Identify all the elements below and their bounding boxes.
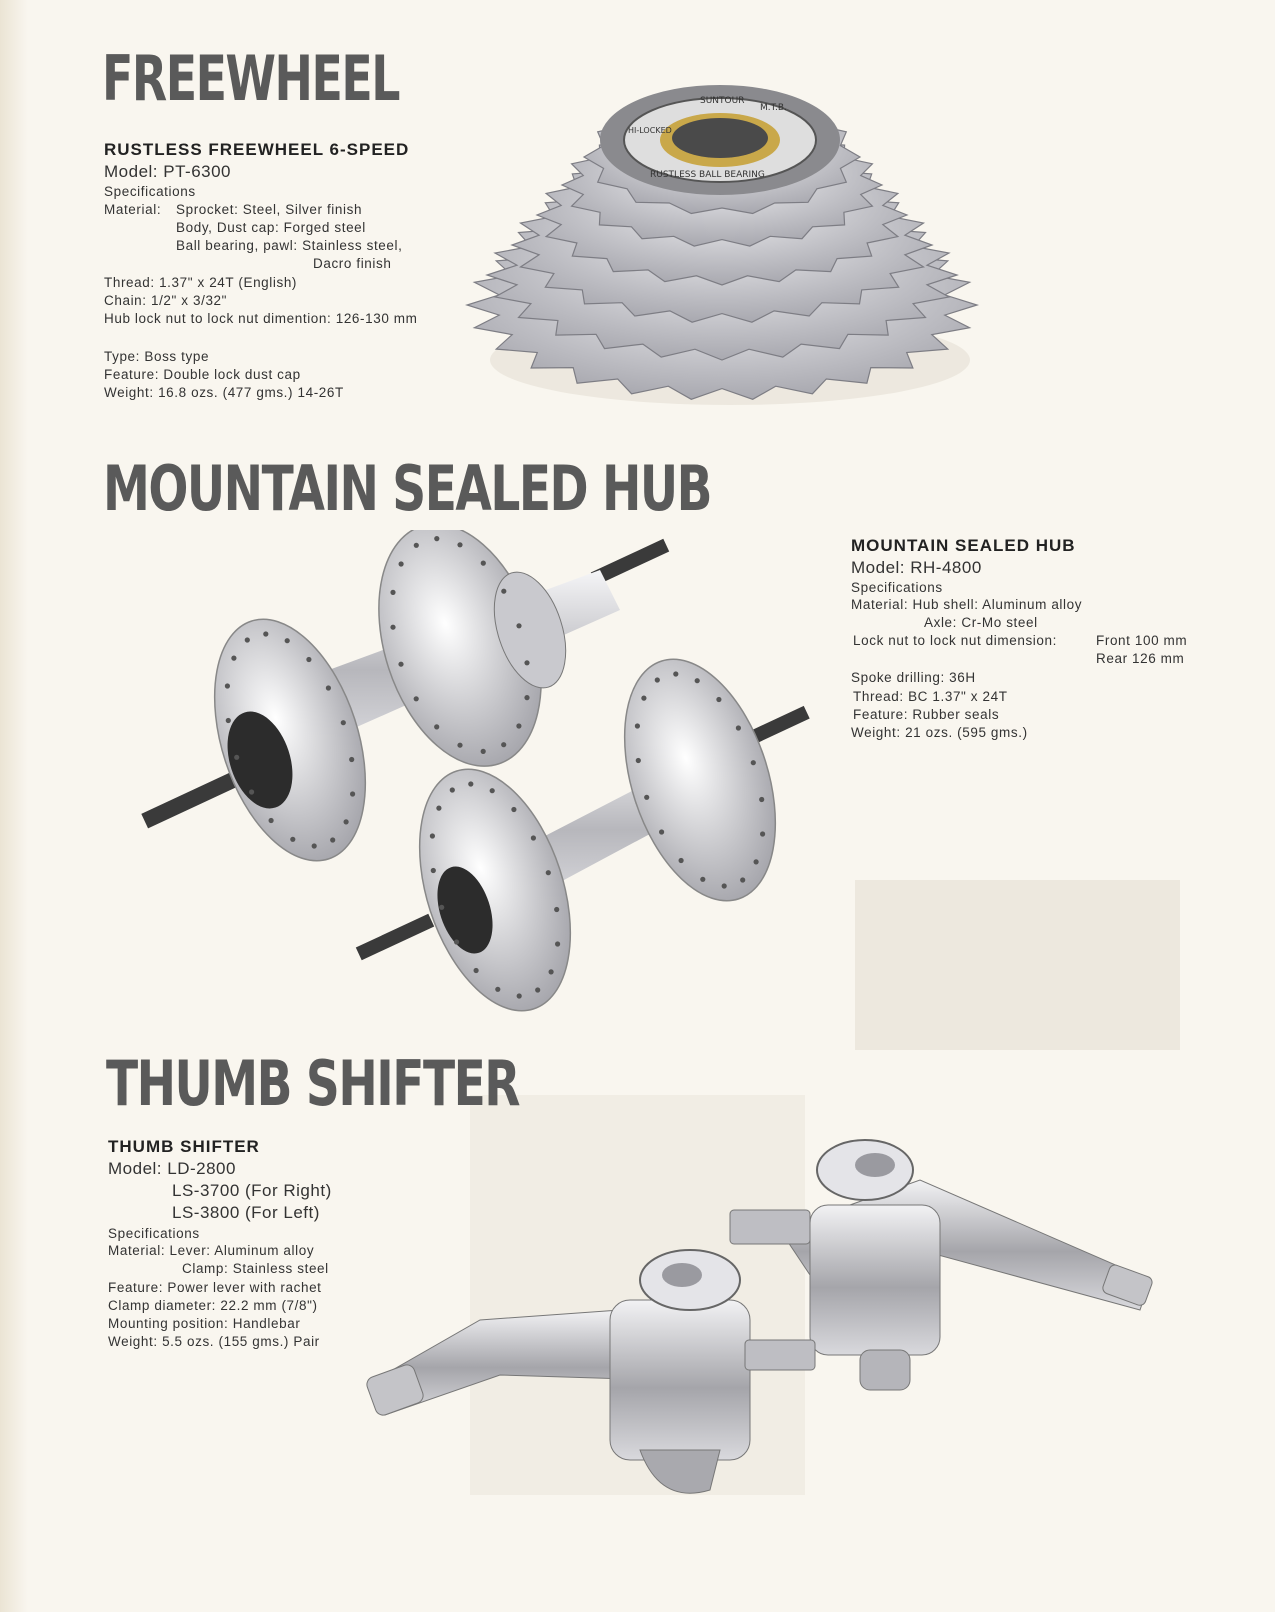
spoke-hole [330, 837, 335, 842]
hub-material-2: Axle: Cr-Mo steel [924, 615, 1038, 630]
spoke-hole [434, 724, 439, 729]
spoke-hole [263, 631, 268, 636]
spoke-hole [231, 656, 236, 661]
freewheel-material-2: Body, Dust cap: Forged steel [176, 220, 366, 235]
spoke-hole [414, 543, 419, 548]
shifter-model-1: Model: LD-2800 [108, 1159, 236, 1178]
page-edge-shadow [0, 0, 28, 1612]
spoke-hole [555, 941, 560, 946]
spoke-hole [481, 561, 486, 566]
spoke-hole [635, 723, 640, 728]
spoke-hole [306, 657, 311, 662]
spoke-hole [722, 883, 727, 888]
freewheel-weight: Weight: 16.8 ozs. (477 gms.) 14-26T [104, 385, 344, 400]
freewheel-feature: Feature: Double lock dust cap [104, 367, 301, 382]
spoke-hole [511, 807, 516, 812]
spoke-hole [436, 806, 441, 811]
shifter-material-2: Clamp: Stainless steel [182, 1261, 329, 1276]
spoke-hole [454, 939, 459, 944]
spoke-hole [349, 757, 354, 762]
spoke-hole [390, 590, 395, 595]
spoke-hole [636, 758, 641, 763]
spoke-hole [225, 683, 230, 688]
spoke-hole [700, 877, 705, 882]
shifter-title: THUMB SHIFTER [106, 1047, 520, 1120]
spoke-hole [399, 561, 404, 566]
shifter-clamp-diameter: Clamp diameter: 22.2 mm (7/8") [108, 1298, 318, 1313]
spoke-hole [457, 542, 462, 547]
hub-locknut-rear: Rear 126 mm [1096, 651, 1185, 666]
spoke-hole [481, 749, 486, 754]
spoke-hole [285, 638, 290, 643]
spoke-hole [644, 795, 649, 800]
spoke-hole [468, 781, 473, 786]
spoke-hole [341, 720, 346, 725]
spoke-hole [546, 870, 551, 875]
shifter-material-1: Material: Lever: Aluminum alloy [108, 1243, 315, 1258]
hub-specs-label: Specifications [851, 580, 943, 595]
spoke-hole [501, 589, 506, 594]
spoke-hole [501, 742, 506, 747]
shifter-model-3: LS-3800 (For Left) [172, 1203, 320, 1222]
freewheel-ring-top: SUNTOUR [700, 96, 745, 106]
freewheel-hub-dimension: Hub lock nut to lock nut dimention: 126-130 mm [104, 311, 418, 326]
freewheel-material-label: Material: [104, 202, 162, 217]
spoke-hole [655, 677, 660, 682]
spoke-hole [673, 671, 678, 676]
spoke-hole [290, 837, 295, 842]
spoke-hole [344, 819, 349, 824]
hub-model: Model: RH-4800 [851, 558, 982, 577]
freewheel-subtitle: RUSTLESS FREEWHEEL 6-SPEED [104, 140, 410, 159]
spoke-hole [549, 969, 554, 974]
hub-title: MOUNTAIN SEALED HUB [103, 452, 712, 525]
hub-material-1: Material: Hub shell: Aluminum alloy [851, 597, 1083, 612]
spoke-hole [524, 695, 529, 700]
freewheel-ring-bottom: RUSTLESS BALL BEARING [650, 170, 765, 180]
spoke-hole [269, 818, 274, 823]
spoke-hole [641, 696, 646, 701]
spoke-hole [516, 623, 521, 628]
spoke-hole [695, 678, 700, 683]
spoke-hole [312, 843, 317, 848]
hub-thread: Thread: BC 1.37" x 24T [853, 689, 1008, 704]
spoke-hole [490, 788, 495, 793]
freewheel-type: Type: Boss type [104, 349, 210, 364]
spoke-hole [390, 625, 395, 630]
spoke-hole [554, 907, 559, 912]
spoke-hole [450, 787, 455, 792]
freewheel-chain: Chain: 1/2" x 3/32" [104, 293, 228, 308]
hub-locknut-front: Front 100 mm [1096, 633, 1188, 648]
spoke-hole [431, 868, 436, 873]
spoke-hole [398, 662, 403, 667]
spoke-hole [350, 791, 355, 796]
freewheel-photo [460, 75, 1000, 415]
spoke-hole [234, 755, 239, 760]
spoke-hole [716, 697, 721, 702]
spoke-hole [495, 987, 500, 992]
spoke-hole [760, 831, 765, 836]
freewheel-ring-left: HI-LOCKED [628, 126, 672, 135]
spoke-hole [414, 696, 419, 701]
spoke-hole [524, 660, 529, 665]
hubs-photo [120, 530, 830, 1030]
spoke-hole [659, 829, 664, 834]
thumb-shifters-photo [360, 1130, 1160, 1510]
shifter-mounting: Mounting position: Handlebar [108, 1316, 301, 1331]
spoke-hole [740, 877, 745, 882]
hub-spoke-drilling: Spoke drilling: 36H [851, 670, 976, 685]
spoke-hole [759, 797, 764, 802]
spoke-hole [754, 859, 759, 864]
shifter-feature: Feature: Power lever with rachet [108, 1280, 322, 1295]
spoke-hole [326, 685, 331, 690]
spoke-hole [474, 968, 479, 973]
spoke-hole [516, 723, 521, 728]
spoke-hole [226, 718, 231, 723]
background-ghost-image [855, 880, 1180, 1050]
shifter-weight: Weight: 5.5 ozs. (155 gms.) Pair [108, 1334, 320, 1349]
spoke-hole [439, 905, 444, 910]
hub-subtitle: MOUNTAIN SEALED HUB [851, 536, 1076, 555]
shifter-specs-label: Specifications [108, 1226, 200, 1241]
freewheel-ring-right: M.T.B. [760, 103, 787, 113]
spoke-hole [736, 725, 741, 730]
freewheel-specs-label: Specifications [104, 184, 196, 199]
freewheel-material-1: Sprocket: Steel, Silver finish [176, 202, 363, 217]
shifter-subtitle: THUMB SHIFTER [108, 1137, 260, 1156]
hub-feature: Feature: Rubber seals [853, 707, 1000, 722]
hub-locknut-label: Lock nut to lock nut dimension: [853, 633, 1057, 648]
freewheel-thread: Thread: 1.37" x 24T (English) [104, 275, 298, 290]
spoke-hole [434, 536, 439, 541]
spoke-hole [531, 835, 536, 840]
spoke-hole [457, 743, 462, 748]
freewheel-title: FREEWHEEL [102, 42, 399, 115]
spoke-hole [245, 637, 250, 642]
spoke-hole [249, 789, 254, 794]
spoke-hole [679, 858, 684, 863]
spoke-hole [535, 987, 540, 992]
freewheel-model: Model: PT-6300 [104, 162, 232, 181]
shifter-model-2: LS-3700 (For Right) [172, 1181, 332, 1200]
hub-weight: Weight: 21 ozs. (595 gms.) [851, 725, 1028, 740]
spoke-hole [517, 993, 522, 998]
freewheel-material-4: Dacro finish [313, 256, 392, 271]
spoke-hole [751, 760, 756, 765]
spoke-hole [430, 833, 435, 838]
freewheel-material-3: Ball bearing, pawl: Stainless steel, [176, 238, 403, 253]
